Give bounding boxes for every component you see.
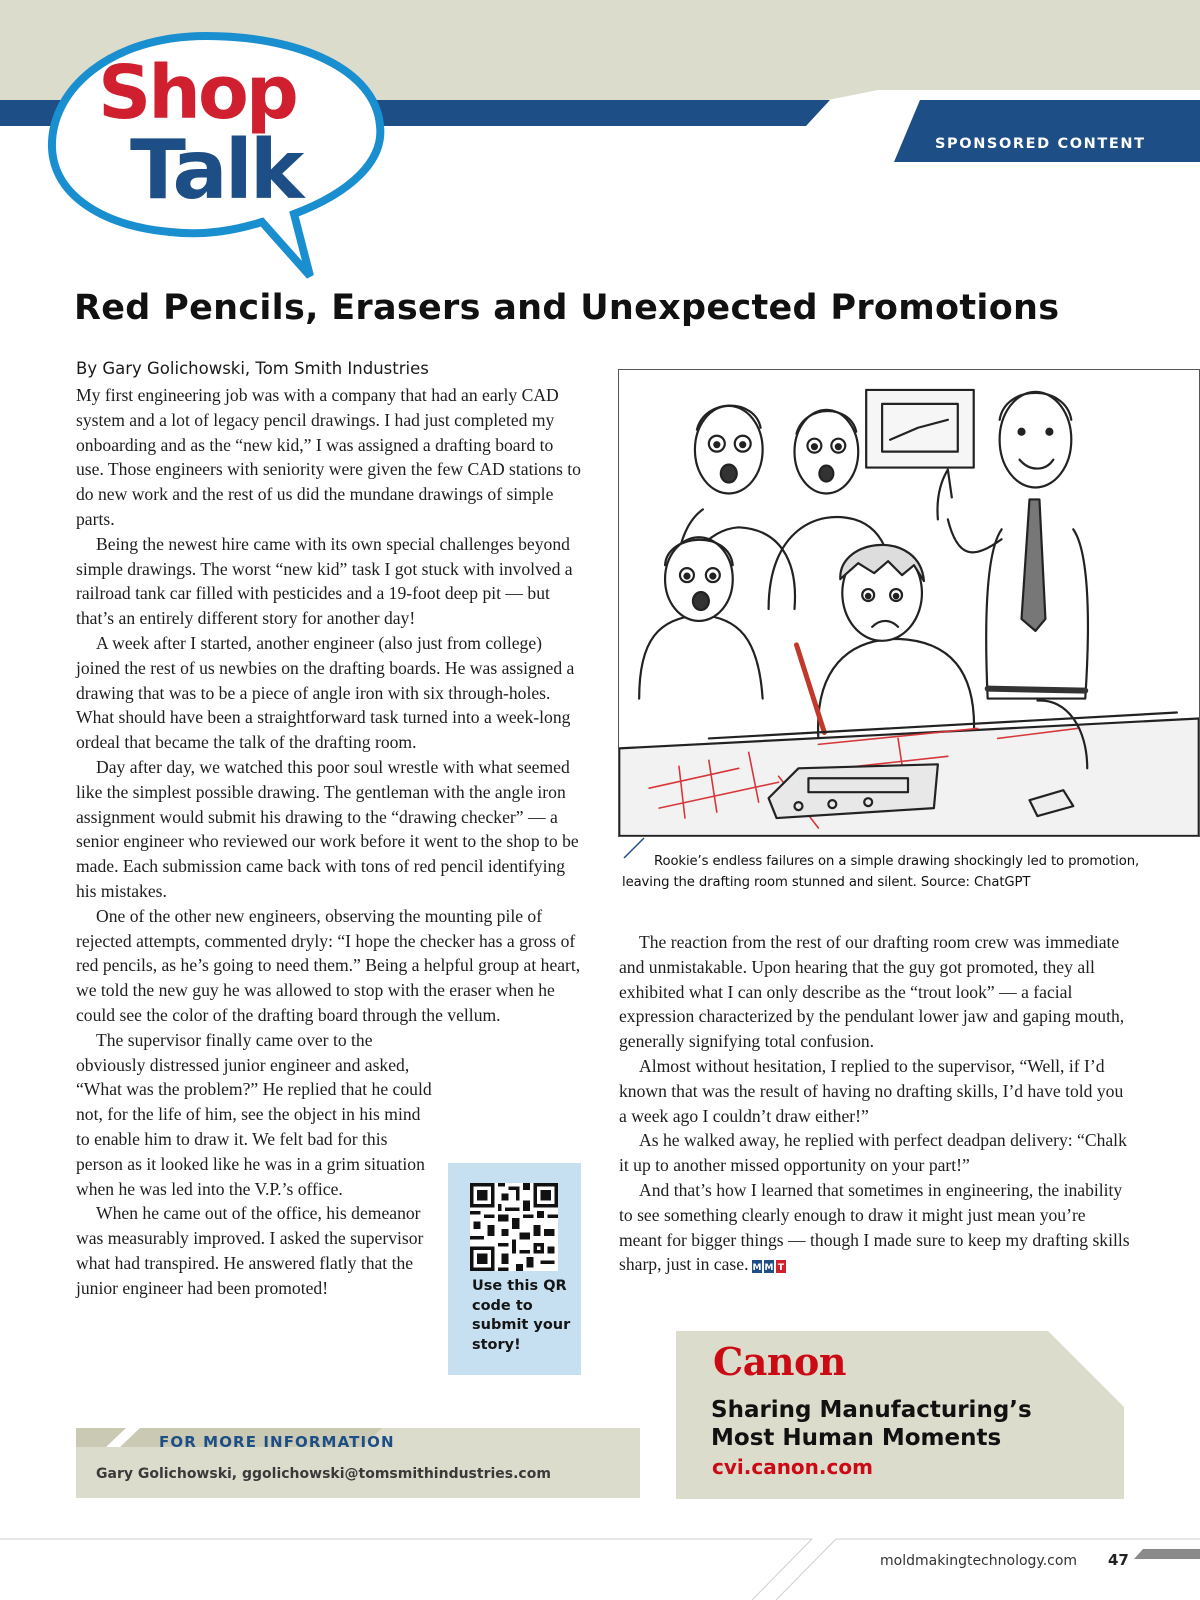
paragraph-text: And that’s how I learned that sometimes in engineering, the inability to see something clearly enough to draw it might just mean you’re meant for bigger things — though I made sure to keep my drafting skills sharp, just in case. <box>619 1179 1130 1275</box>
canon-logo: Canon <box>713 1339 846 1384</box>
more-information-box <box>76 1428 640 1498</box>
ad-tagline: Sharing Manufacturing’s Most Human Moments <box>711 1397 1032 1451</box>
paragraph: Being the newest hire came with its own special challenges beyond simple drawings. The worst “new kid” task I got stuck with involved a railroad tank car filled with pesticides and a 19-foot deep pit — but that’s an entirely different story for another day! <box>76 533 573 629</box>
svg-text:Shop: Shop <box>98 50 296 136</box>
paragraph: My first engineering job was with a company that had an early CAD system and a lot of legacy pencil drawings. I had just completed my onboarding and as the “new kid,” I was assigned a drafting board to use. Those engineers with seniority were given the few CAD stations to do new work and the rest of us did the mundane drawings of simple parts. <box>76 385 581 529</box>
qr-instruction: Use this QR code to submit your story! <box>472 1278 571 1353</box>
page-number: 47 <box>1108 1551 1129 1569</box>
footer-website[interactable]: moldmakingtechnology.com <box>880 1553 1078 1569</box>
sponsored-content-label: SPONSORED CONTENT <box>935 136 1146 152</box>
article-byline: By Gary Golichowski, Tom Smith Industries <box>76 359 429 378</box>
svg-text:Talk: Talk <box>130 123 302 218</box>
ad-url-link[interactable]: cvi.canon.com <box>712 1455 873 1479</box>
canon-advertisement[interactable] <box>676 1331 1124 1499</box>
paragraph: One of the other new engineers, observing the mounting pile of rejected attempts, commented dryly: “I hope the checker has a gross of red pencils, as he’s going to need them.” Being a helpful group at heart, we told the new guy he was allowed to stop with the eraser when he could see the color of the drafting board through the vellum. <box>76 905 581 1025</box>
svg-text:M: M <box>753 1262 762 1273</box>
svg-text:T: T <box>778 1262 785 1273</box>
info-contact[interactable]: Gary Golichowski, ggolichowski@tomsmithindustries.com <box>96 1466 551 1482</box>
svg-text:M: M <box>765 1262 774 1273</box>
paragraph: The reaction from the rest of our drafting room crew was immediate and unmistakable. Upon hearing that the guy got promoted, they all exhibited what I can only describe as the “trout look” — a facial expression characterized by the pendulant lower jaw and gaping mouth, generally signifying total confusion. <box>619 932 1125 1052</box>
figure-caption: Rookie’s endless failures on a simple drawing shockingly led to promotion, leaving the drafting room stunned and silent. Source: ChatGPT <box>622 854 1140 890</box>
paragraph: When he came out of the office, his demeanor was measurably improved. I asked the supervisor what had transpired. He answered flatly that the junior engineer had been promoted! <box>76 1203 424 1298</box>
paragraph: The supervisor finally came over to the obviously distressed junior engineer and asked, “What was the problem?” He replied that he could not, for the life of him, see the object in his mind to enable him to draw it. We felt bad for this person as it looked like he was in a grim situation when he was led into the V.P.’s office. <box>76 1029 432 1199</box>
qr-code-icon[interactable] <box>470 1183 558 1271</box>
cartoon-illustration <box>619 370 1199 836</box>
paragraph: Almost without hesitation, I replied to the supervisor, “Well, if I’d known that was the result of having no drafting skills, I’d have told you a week ago I couldn’t draw either!” <box>619 1055 1124 1126</box>
paragraph: Day after day, we watched this poor soul wrestle with what seemed like the simplest possible drawing. The gentleman with the angle iron assignment would submit his drawing to the “drawing checker” — a senior engineer who reviewed our work before it went to the shop to be made. Each submission came back with tons of red pencil identifying his mistakes. <box>76 756 579 901</box>
article-headline: Red Pencils, Erasers and Unexpected Promotions <box>74 288 1060 328</box>
paragraph <box>619 1178 1131 1277</box>
illustration-drafting-room <box>618 369 1200 837</box>
mmt-end-mark-icon <box>752 1260 786 1273</box>
article-column-right <box>619 930 1131 1277</box>
info-title: FOR MORE INFORMATION <box>159 1433 395 1451</box>
qr-submit-box[interactable] <box>448 1163 581 1375</box>
paragraph: A week after I started, another engineer (also just from college) joined the rest of us newbies on the drafting boards. He was assigned a drawing that was to be a piece of angle iron with six through-holes. What should have been a straightforward task turned into a week-long ordeal that became the talk of the drafting room. <box>76 632 575 753</box>
paragraph: As he walked away, he replied with perfect deadpan delivery: “Chalk it up to another missed opportunity on your part!” <box>619 1130 1127 1176</box>
